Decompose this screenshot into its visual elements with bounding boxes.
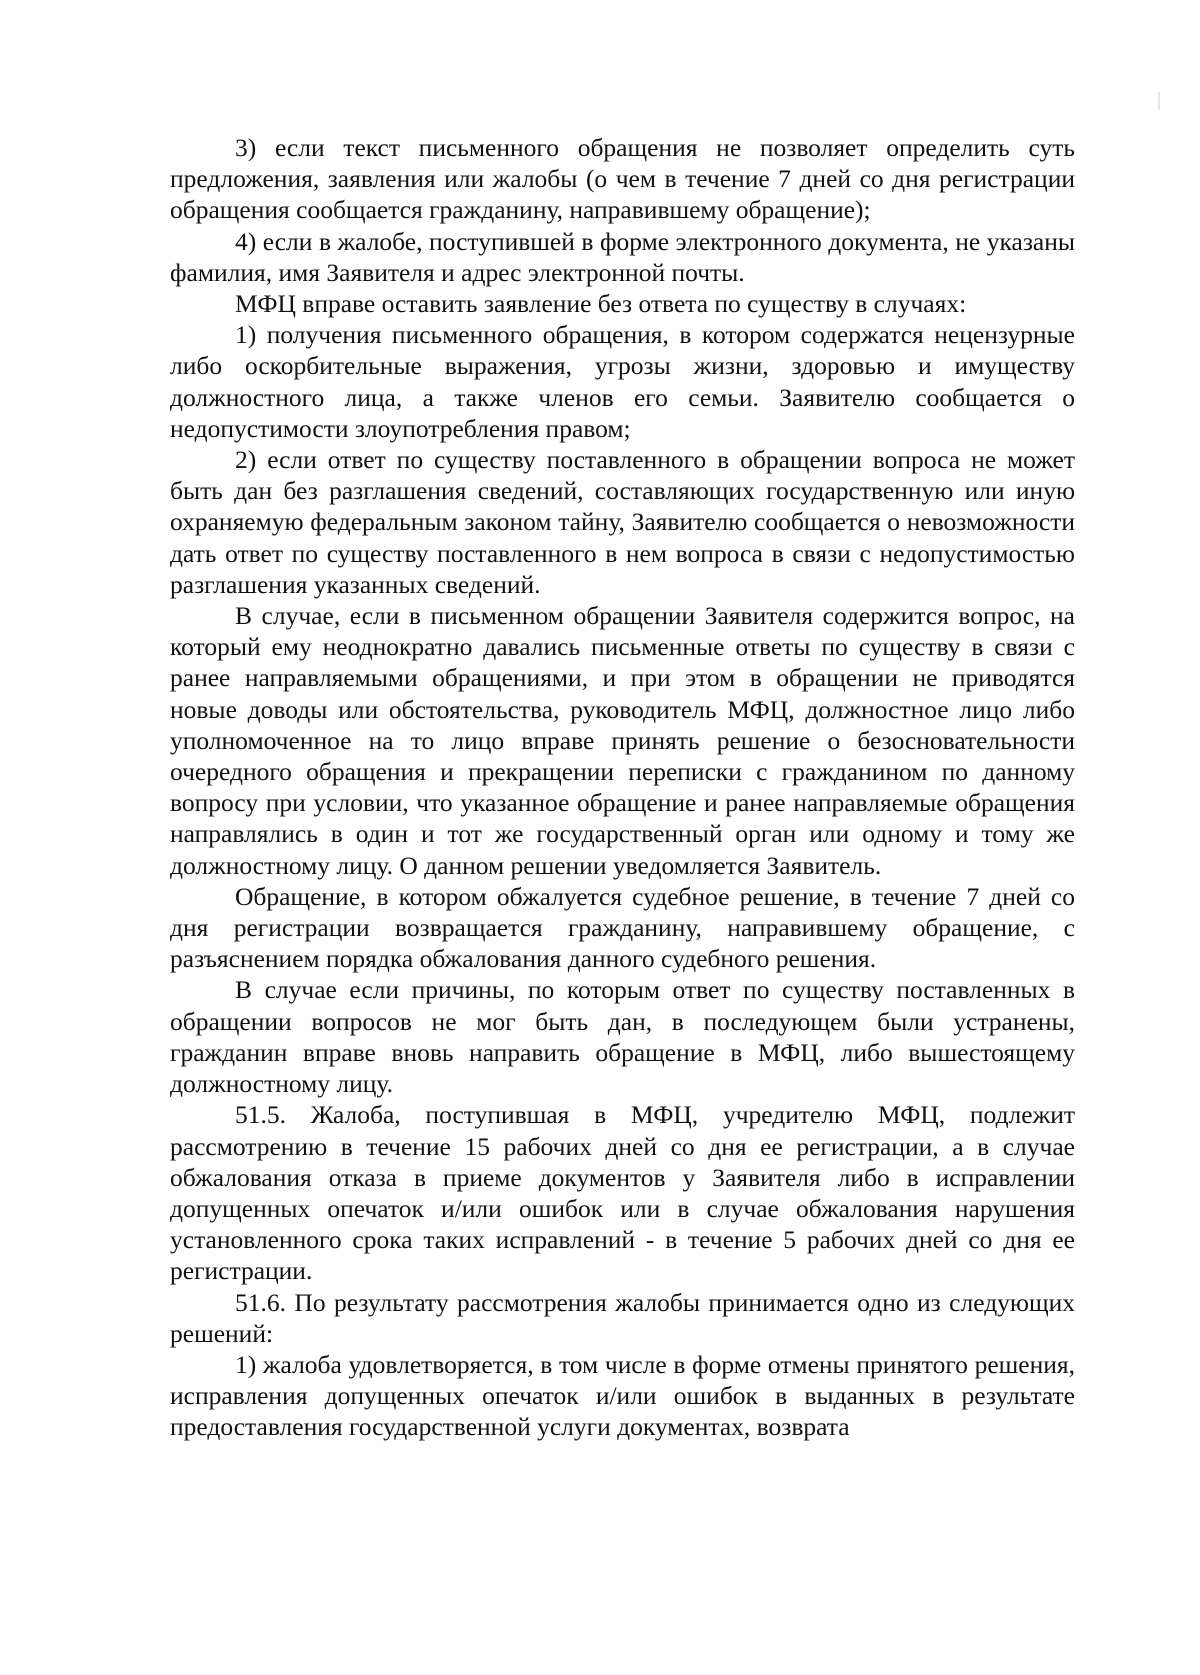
paragraph-court-decision: Обращение, в котором обжалуется судебное решение, в течение 7 дней со дня регистрации возвращается гражданину, направившему обращение, с разъяснением порядка обжалования данного судебного решения.: [170, 881, 1075, 974]
paragraph-section-51-6: 51.6. По результату рассмотрения жалобы принимается одно из следующих решений:: [170, 1287, 1075, 1348]
paragraph-mfc-cases-intro: МФЦ вправе оставить заявление без ответа по существу в случаях:: [235, 289, 967, 319]
paragraph-reasons-eliminated: В случае если причины, по которым ответ по существу поставленных в обращении вопросов не мог быть дан, в последующем были устранены, гражданин вправе вновь направить обращение в МФЦ, либо вышестоящему должностному лицу.: [170, 975, 1075, 1099]
scan-artifact: [1158, 92, 1160, 110]
paragraph-item-4: 4) если в жалобе, поступившей в форме электронного документа, не указаны фамилия, имя Заявителя и адрес электронной почты.: [170, 226, 1075, 287]
paragraph-repeated-appeal: В случае, если в письменном обращении Заявителя содержится вопрос, на который ему неоднократно давались письменные ответы по существу в связи с ранее направляемыми обращениями, и при этом в обращении не приводятся новые доводы или обстоятельства, руководитель МФЦ, должностное лицо либо уполномоченное на то лицо вправе принять решение о безосновательности очередного обращения и прекращении переписки с гражданином по данному вопросу при условии, что указанное обращение и ранее направляемые обращения направлялись в один и тот же государственный орган или одному и тому же должностному лицу. О данном решении уведомляется Заявитель.: [170, 601, 1075, 880]
document-body: [170, 132, 1075, 1443]
paragraph-case-2: 2) если ответ по существу поставленного в обращении вопроса не может быть дан без разглашения сведений, составляющих государственную или иную охраняемую федеральным законом тайну, Заявителю сообщается о невозможности дать ответ по существу поставленного в нем вопроса в связи с недопустимостью разглашения указанных сведений.: [170, 445, 1075, 599]
paragraph-decision-1: 1) жалоба удовлетворяется, в том числе в форме отмены принятого решения, исправления допущенных опечаток и/или ошибок в выданных в результате предоставления государственной услуги документах, возврата: [170, 1349, 1075, 1442]
paragraph-item-3: 3) если текст письменного обращения не позволяет определить суть предложения, заявления или жалобы (о чем в течение 7 дней со дня регистрации обращения сообщается гражданину, направившему обращение);: [170, 133, 1075, 225]
paragraph-case-1: 1) получения письменного обращения, в котором содержатся нецензурные либо оскорбительные выражения, угрозы жизни, здоровью и имуществу должностного лица, а также членов его семьи. Заявителю сообщается о недопустимости злоупотребления правом;: [170, 320, 1075, 443]
paragraph-section-51-5: 51.5. Жалоба, поступившая в МФЦ, учредителю МФЦ, подлежит рассмотрению в течение 15 рабочих дней со дня ее регистрации, а в случае обжалования отказа в приеме документов у Заявителя либо в исправлении допущенных опечаток и/или ошибок или в случае обжалования нарушения установленного срока таких исправлений - в течение 5 рабочих дней со дня ее регистрации.: [170, 1100, 1075, 1286]
